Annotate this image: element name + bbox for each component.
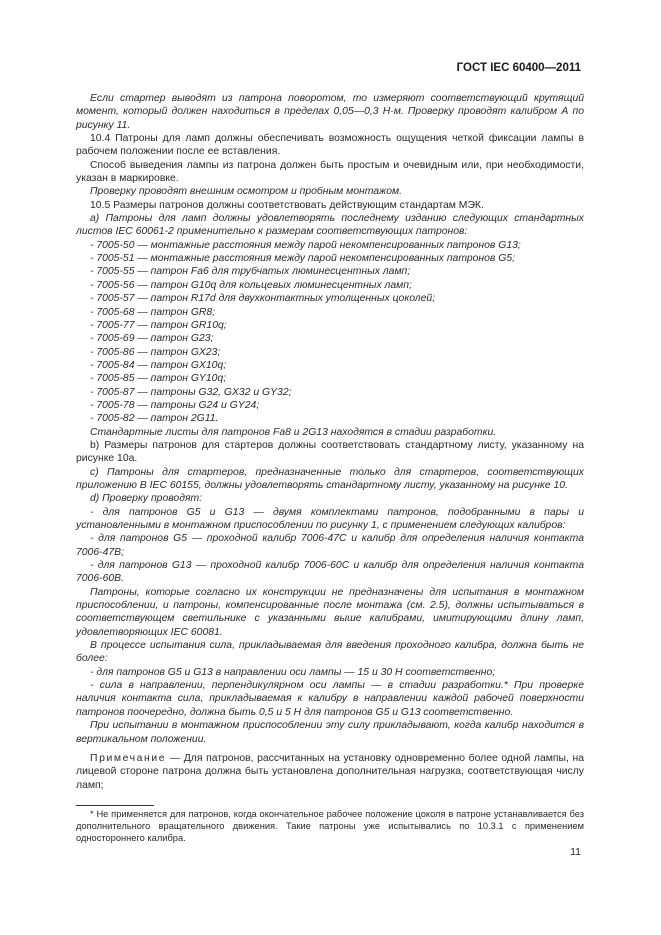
paragraph: Патроны, которые согласно их конструкции не предназначены для испытания в монтажном приспособлении, и патроны, компенсированные после монтажа (см. 2.5), должны испытываться в соответствующем светильнике с указанными выше калибрами, имитирующими длину ламп, удовлетворяющих IEC 60081. — [76, 586, 584, 638]
paragraph: - 7005-84 — патрон GX10q; — [90, 359, 227, 371]
paragraph: - для патронов G5 — проходной калибр 7006-47С и калибр для определения наличия контакта 7006-47В; — [76, 533, 584, 558]
paragraph: 10.4 Патроны для ламп должны обеспечивать возможность ощущения четкой фиксации лампы в рабочем положении после ее вставления. — [76, 133, 584, 158]
main-text — [76, 92, 584, 792]
footnote — [76, 808, 584, 844]
paragraph: a) Патроны для ламп должны удовлетворять последнему изданию следующих стандартных листов IEC 60061-2 применительно к размерам соответствующих патронов: — [76, 213, 584, 238]
paragraph: - сила в направлении, перпендикулярном оси лампы — в стадии разработки.* При проверке наличия контакта сила, прикладываемая к калибру в направлении каждой рабочей поверхности патронов поочередно, должна быть 0,5 и 5 Н для патронов G5 и G13 соответственно. — [76, 680, 584, 718]
paragraph: - 7005-56 — патрон G10q для кольцевых люминесцентных ламп; — [90, 279, 412, 291]
paragraph: - для патронов G13 — проходной калибр 7006-60С и калибр для определения наличия контакта 7006-60В. — [76, 560, 584, 585]
note-label: Примечание — [90, 752, 167, 764]
paragraph: 10.5 Размеры патронов должны соответствовать действующим стандартам МЭК. — [90, 199, 484, 211]
paragraph: - для патронов G5 и G13 в направлении оси лампы — 15 и 30 Н соответственно; — [90, 666, 496, 678]
paragraph: c) Патроны для стартеров, предназначенные только для стартеров, соответствующих приложению В IEC 60155, должны удовлетворять стандартному листу, указанному на рисунке 10. — [76, 466, 584, 491]
paragraph: - 7005-82 — патрон 2G11. — [90, 413, 219, 425]
paragraph: - 7005-86 — патрон GX23; — [90, 346, 221, 358]
note-text: — Для патронов, рассчитанных на установку одновременно более одной лампы, на лицевой стороне патрона должна быть установлена дополнительная нагрузка, соответствующая числу ламп; — [76, 752, 584, 791]
paragraph: - 7005-55 — патрон Fa6 для трубчатых люминесцентных ламп; — [90, 266, 411, 278]
paragraph: Стандартные листы для патронов Fa8 и 2G13 находятся в стадии разработки. — [90, 426, 497, 438]
paragraph: Способ выведения лампы из патрона должен быть простым и очевидным или, при необходимости, указан в маркировке. — [76, 159, 584, 185]
paragraph: - 7005-77 — патрон GR10q; — [90, 319, 227, 331]
footnote-text: * Не применяется для патронов, когда окончательное рабочее положение цоколя в патроне устанавливается без дополнительного вращательного движения. Такие патроны уже испытывались по 10.3.1 с применением одностороннего калибра. — [76, 809, 584, 843]
footnote-separator — [76, 805, 154, 806]
paragraph: d) Проверку проводят: — [90, 493, 203, 505]
standard-header: ГОСТ IEC 60400—2011 — [456, 62, 581, 74]
paragraph: - 7005-85 — патрон GY10q; — [90, 373, 227, 385]
paragraph: - 7005-69 — патрон G23; — [90, 333, 214, 345]
paragraph: - для патронов G5 и G13 — двумя комплектами патронов, подобранными в пары и установленными в монтажном приспособлении по рисунку 1, с применением следующих калибров: — [76, 506, 584, 531]
paragraph: - 7005-68 — патрон GR8; — [90, 306, 216, 318]
page-number: 11 — [570, 846, 581, 858]
paragraph: - 7005-57 — патрон R17d для двухконтактных утолщенных цоколей; — [90, 293, 436, 305]
paragraph: - 7005-50 — монтажные расстояния между парой некомпенсированных патронов G13; — [90, 239, 521, 251]
paragraph: - 7005-87 — патроны G32, GX32 и GY32; — [90, 386, 292, 398]
paragraph: Проверку проводят внешним осмотром и пробным монтажом. — [90, 186, 402, 198]
paragraph: При испытании в монтажном приспособлении эту силу прикладывают, когда калибр находится в вертикальном положении. — [76, 720, 584, 745]
paragraph: b) Размеры патронов для стартеров должны соответствовать стандартному листу, указанному на рисунке 10а. — [76, 439, 584, 465]
paragraph: В процессе испытания сила, прикладываемая для введения проходного калибра, должна быть не более: — [76, 640, 584, 665]
note-paragraph — [76, 752, 584, 792]
paragraph: - 7005-78 — патроны G24 и GY24; — [90, 399, 260, 411]
paragraph: Если стартер выводят из патрона поворотом, то измеряют соответствующий крутящий момент, который должен находиться в пределах 0,05—0,3 Н·м. Проверку проводят калибром А по рисунку 11. — [76, 93, 584, 131]
paragraph: - 7005-51 — монтажные расстояния между парой некомпенсированных патронов G5; — [90, 253, 515, 265]
